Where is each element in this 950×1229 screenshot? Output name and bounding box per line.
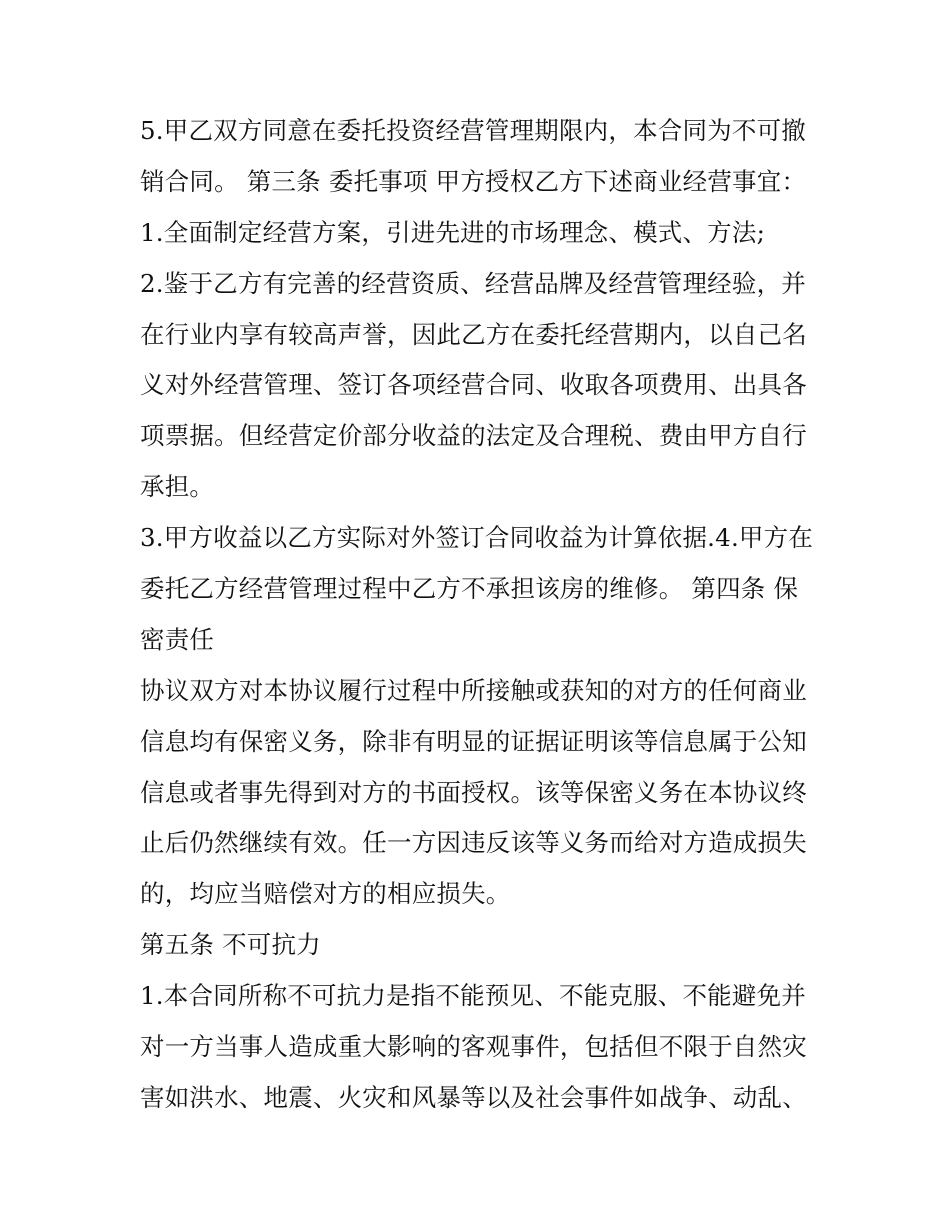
text-line: 2.鉴于乙方有完善的经营资质、经营品牌及经营管理经验，并 <box>140 268 806 298</box>
text-line: 密责任 <box>140 624 215 654</box>
section-heading: 第五条 不可抗力 <box>140 930 321 960</box>
text-line: 项票据。但经营定价部分收益的法定及合理税、费由甲方自行 <box>140 421 807 451</box>
text-line: 止后仍然继续有效。任一方因违反该等义务而给对方造成损失 <box>140 828 807 858</box>
text-line: 5.甲乙双方同意在委托投资经营管理期限内，本合同为不可撤 <box>140 116 806 145</box>
text-line: 在行业内享有较高声誉，因此乙方在委托经营期内，以自己名 <box>140 319 807 349</box>
text-line: 信息均有保密义务，除非有明显的证据证明该等信息属于公知 <box>140 726 807 756</box>
text-line: 1.本合同所称不可抗力是指不能预见、不能克服、不能避免并 <box>140 981 806 1011</box>
text-line: 的，均应当赔偿对方的相应损失。 <box>140 879 511 909</box>
document-body <box>140 106 820 1124</box>
text-line: 信息或者事先得到对方的书面授权。该等保密义务在本协议终 <box>140 777 807 807</box>
text-line: 义对外经营管理、签订各项经营合同、收取各项费用、出具各 <box>140 370 807 400</box>
text-line: 害如洪水、地震、火灾和风暴等以及社会事件如战争、动乱、 <box>140 1082 807 1112</box>
text-line: 销合同。 第三条 委托事项 甲方授权乙方下述商业经营事宜： <box>140 166 807 196</box>
text-line: 对一方当事人造成重大影响的客观事件，包括但不限于自然灾 <box>140 1032 807 1062</box>
text-line: 协议双方对本协议履行过程中所接触或获知的对方的任何商业 <box>140 675 807 705</box>
text-line: 承担。 <box>140 472 215 502</box>
text-line: 1.全面制定经营方案，引进先进的市场理念、模式、方法; <box>140 217 766 247</box>
text-line: 委托乙方经营管理过程中乙方不承担该房的维修。 第四条 保 <box>140 574 799 604</box>
text-line: 3.甲方收益以乙方实际对外签订合同收益为计算依据.4.甲方在 <box>140 523 814 553</box>
